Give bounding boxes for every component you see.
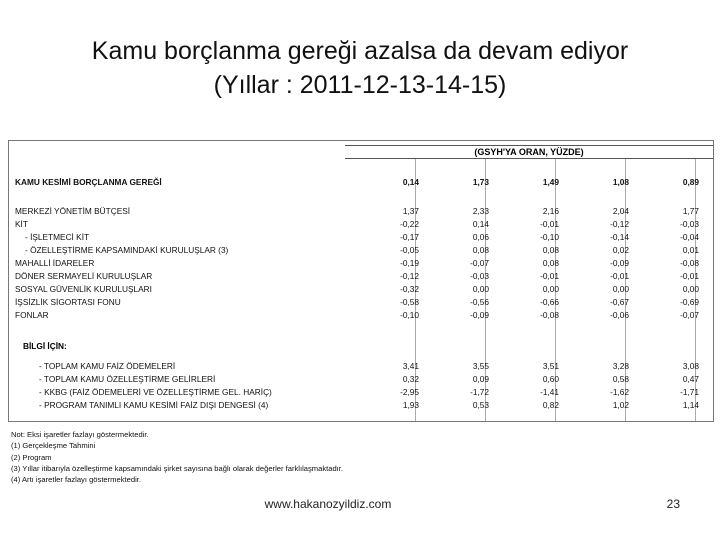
row-value: -0,58 bbox=[400, 297, 419, 307]
row-label: KİT bbox=[15, 219, 28, 229]
table-row bbox=[9, 296, 713, 308]
row-value: 1,93 bbox=[402, 400, 419, 410]
row-value: -0,07 bbox=[680, 310, 699, 320]
row-value: 0,32 bbox=[402, 374, 419, 384]
row-value: -0,12 bbox=[400, 271, 419, 281]
row-value: -0,67 bbox=[610, 297, 629, 307]
row-value: -2,95 bbox=[400, 387, 419, 397]
table-row bbox=[9, 257, 713, 269]
row-value: -0,66 bbox=[540, 297, 559, 307]
row-value: -0,03 bbox=[470, 271, 489, 281]
table-row bbox=[9, 386, 713, 398]
row-label: SOSYAL GÜVENLİK KURULUŞLARI bbox=[15, 284, 152, 294]
row-value: -0,09 bbox=[470, 310, 489, 320]
table-row bbox=[9, 399, 713, 411]
row-value: -1,62 bbox=[610, 387, 629, 397]
table-row bbox=[9, 205, 713, 217]
header-rule-bottom bbox=[345, 158, 713, 159]
row-value: -0,01 bbox=[540, 219, 559, 229]
footer-url: www.hakanozyildiz.com bbox=[264, 497, 392, 511]
row-value: 2,16 bbox=[542, 206, 559, 216]
row-value: 1,49 bbox=[542, 177, 559, 187]
note-line: Not: Eksi işaretler fazlayı göstermektedir. bbox=[11, 430, 149, 439]
row-label: - PROGRAM TANIMLI KAMU KESİMİ FAİZ DIŞI DENGESİ (4) bbox=[39, 400, 269, 410]
row-value: -0,22 bbox=[400, 219, 419, 229]
borrowing-table bbox=[8, 140, 714, 422]
table-row bbox=[9, 360, 713, 372]
row-value: 0,89 bbox=[682, 177, 699, 187]
row-value: -1,41 bbox=[540, 387, 559, 397]
row-label: - KKBG (FAİZ ÖDEMELERİ VE ÖZELLEŞTİRME GEL. HARİÇ) bbox=[39, 387, 272, 397]
row-value: 2,04 bbox=[612, 206, 629, 216]
row-value: 0,01 bbox=[682, 245, 699, 255]
row-label: - TOPLAM KAMU ÖZELLEŞTİRME GELİRLERİ bbox=[39, 374, 216, 384]
row-value: -0,06 bbox=[610, 310, 629, 320]
row-value: 0,14 bbox=[402, 177, 419, 187]
row-value: 0,60 bbox=[542, 374, 559, 384]
table-row bbox=[9, 231, 713, 243]
note-line: (3) Yıllar itibarıyla özelleştirme kapsamındaki şirket sayısına bağlı olarak değerler farklılaşmaktadır. bbox=[11, 463, 344, 473]
row-value: 3,51 bbox=[542, 361, 559, 371]
note-line: (1) Gerçekleşme Tahmini bbox=[11, 441, 96, 451]
row-label: FONLAR bbox=[15, 310, 49, 320]
row-value: -0,14 bbox=[610, 232, 629, 242]
row-label: MERKEZİ YÖNETİM BÜTÇESİ bbox=[15, 206, 131, 216]
row-value: -0,07 bbox=[470, 258, 489, 268]
row-label: - İŞLETMECİ KİT bbox=[25, 232, 90, 242]
row-label: - ÖZELLEŞTİRME KAPSAMINDAKİ KURULUŞLAR (3) bbox=[25, 245, 229, 255]
row-value: -0,01 bbox=[610, 271, 629, 281]
row-value: 0,82 bbox=[542, 400, 559, 410]
row-value: 1,73 bbox=[472, 177, 489, 187]
row-value: -0,10 bbox=[540, 232, 559, 242]
row-value: 1,37 bbox=[402, 206, 419, 216]
table-row bbox=[9, 244, 713, 256]
row-value: 0,14 bbox=[472, 219, 489, 229]
row-value: 3,55 bbox=[472, 361, 489, 371]
row-value: -0,03 bbox=[680, 219, 699, 229]
row-value: 0,08 bbox=[542, 258, 559, 268]
row-value: -0,09 bbox=[610, 258, 629, 268]
row-value: 0,08 bbox=[542, 245, 559, 255]
row-label: MAHALLİ İDARELER bbox=[15, 258, 95, 268]
title-line-2: (Yıllar : 2011-12-13-14-15) bbox=[213, 71, 507, 99]
row-value: -1,71 bbox=[680, 387, 699, 397]
row-value: -0,04 bbox=[680, 232, 699, 242]
row-label: KAMU KESİMİ BORÇLANMA GEREĞİ bbox=[15, 177, 162, 187]
table-row bbox=[9, 218, 713, 230]
row-label: İŞSİZLİK SİGORTASI FONU bbox=[15, 297, 121, 307]
info-section-title: BİLGİ İÇİN: bbox=[23, 341, 67, 351]
row-value: -0,69 bbox=[680, 297, 699, 307]
row-label: - TOPLAM KAMU FAİZ ÖDEMELERİ bbox=[39, 361, 176, 371]
row-value: 3,08 bbox=[682, 361, 699, 371]
row-value: -1,72 bbox=[470, 387, 489, 397]
row-value: -0,32 bbox=[400, 284, 419, 294]
row-value: -0,56 bbox=[470, 297, 489, 307]
table-row bbox=[9, 309, 713, 321]
row-value: 0,47 bbox=[682, 374, 699, 384]
row-value: 1,77 bbox=[682, 206, 699, 216]
row-value: -0,01 bbox=[540, 271, 559, 281]
row-value: 0,08 bbox=[472, 245, 489, 255]
row-value: -0,12 bbox=[610, 219, 629, 229]
note-line: (4) Artı işaretler fazlayı göstermektedir. bbox=[11, 475, 141, 485]
row-value: 0,00 bbox=[472, 284, 489, 294]
table-row bbox=[9, 283, 713, 295]
table-notes bbox=[11, 429, 511, 485]
row-value: -0,17 bbox=[400, 232, 419, 242]
table-row-main bbox=[9, 176, 713, 188]
table-row bbox=[9, 373, 713, 385]
row-value: 1,02 bbox=[612, 400, 629, 410]
row-value: 1,08 bbox=[612, 177, 629, 187]
row-value: -0,19 bbox=[400, 258, 419, 268]
title-line-1: Kamu borçlanma gereği azalsa da devam ediyor bbox=[91, 37, 629, 65]
row-value: 3,41 bbox=[402, 361, 419, 371]
row-value: 0,02 bbox=[612, 245, 629, 255]
row-value: -0,08 bbox=[540, 310, 559, 320]
row-value: 1,14 bbox=[682, 400, 699, 410]
page-number: 23 bbox=[666, 497, 680, 511]
row-value: 0,06 bbox=[472, 232, 489, 242]
row-value: -0,10 bbox=[400, 310, 419, 320]
row-value: 2,33 bbox=[472, 206, 489, 216]
row-value: 0,58 bbox=[612, 374, 629, 384]
slide-title bbox=[0, 34, 720, 102]
row-value: 0,53 bbox=[472, 400, 489, 410]
row-value: -0,08 bbox=[680, 258, 699, 268]
row-value: 0,00 bbox=[682, 284, 699, 294]
table-unit-header: (GSYH'YA ORAN, YÜZDE) bbox=[474, 147, 584, 157]
row-value: -0,05 bbox=[400, 245, 419, 255]
row-value: -0,01 bbox=[680, 271, 699, 281]
table-row bbox=[9, 270, 713, 282]
row-value: 0,00 bbox=[542, 284, 559, 294]
row-label: DÖNER SERMAYELİ KURULUŞLAR bbox=[15, 271, 153, 281]
row-value: 0,00 bbox=[612, 284, 629, 294]
note-line: (2) Program bbox=[11, 452, 52, 462]
row-value: 0,09 bbox=[472, 374, 489, 384]
row-value: 3,28 bbox=[612, 361, 629, 371]
